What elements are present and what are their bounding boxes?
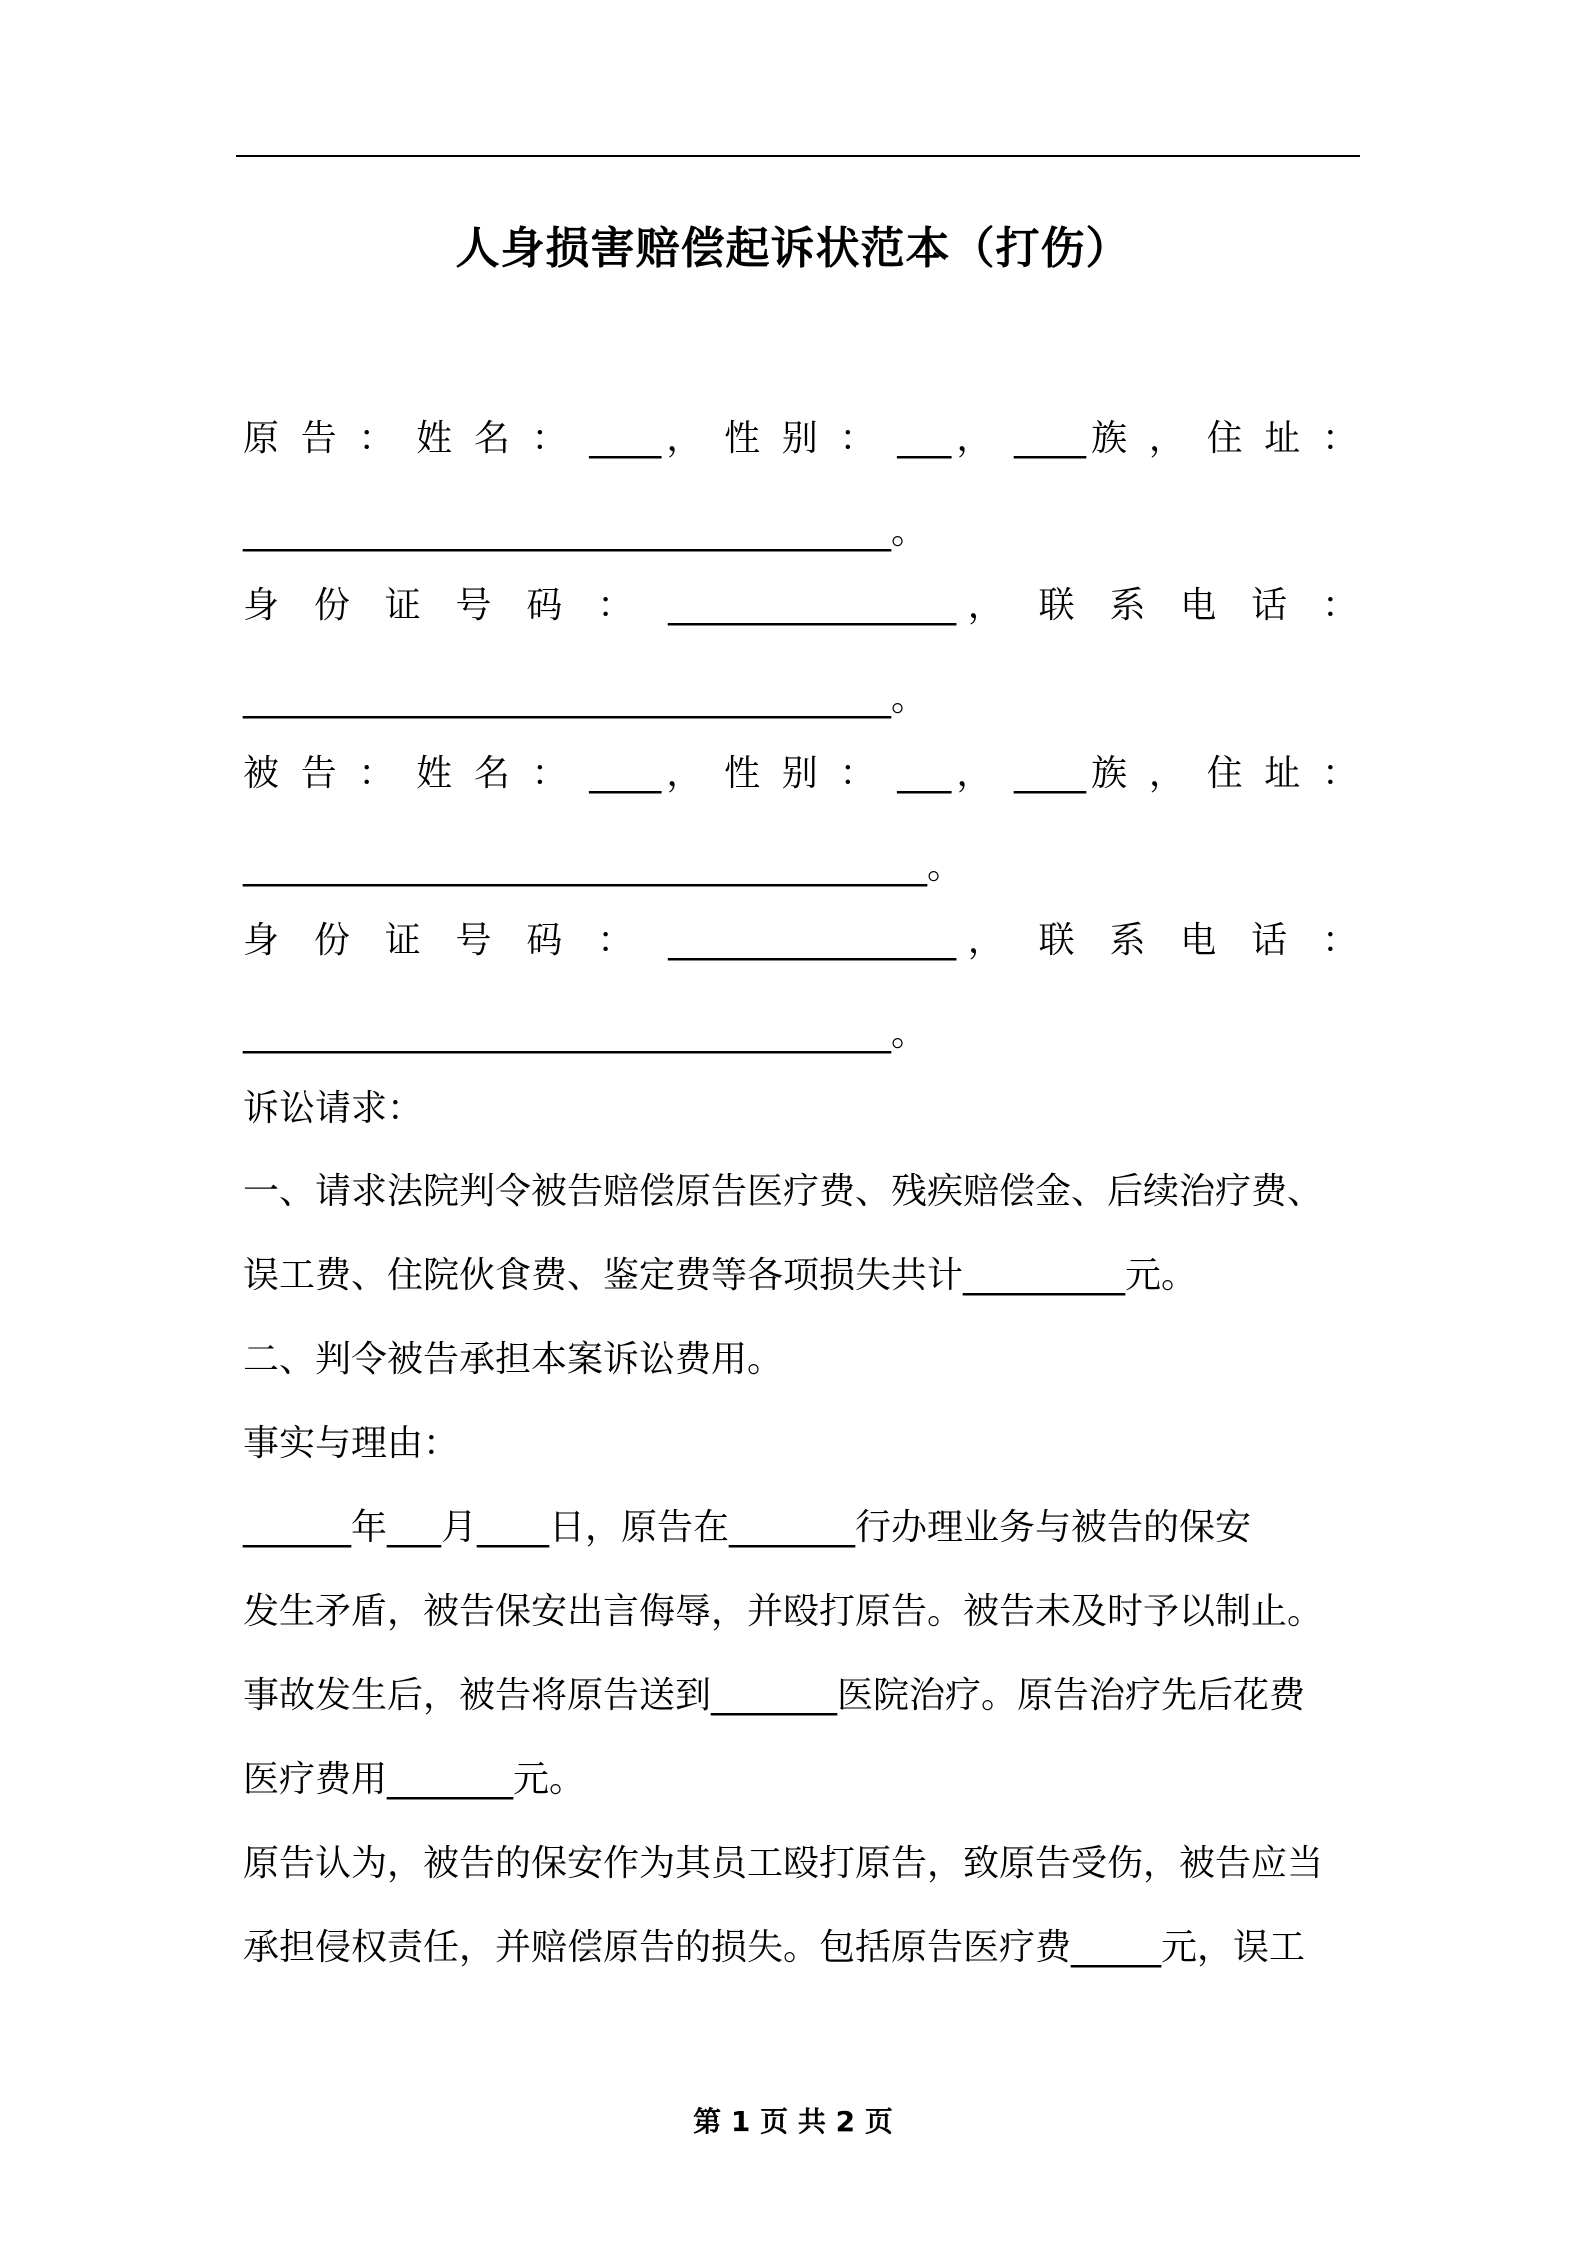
page-number: 第 1 页 共 2 页 bbox=[693, 2105, 893, 2138]
defendant-id-line: 身 份 证 号 码 ： ________________， 联 系 电 话 ： bbox=[243, 920, 1358, 961]
reason-line-1: 原告认为，被告的保安作为其员工殴打原告，致原告受伤，被告应当 bbox=[243, 1843, 1324, 1884]
facts-line-4: 医疗费用_______元。 bbox=[243, 1759, 586, 1800]
document-title: 人身损害赔偿起诉状范本（打伤） bbox=[455, 223, 1131, 274]
claim-1-line-1: 一、请求法院判令被告赔偿原告医疗费、残疾赔偿金、后续治疗费、 bbox=[243, 1171, 1324, 1212]
defendant-phone-line: ____________________________________。 bbox=[243, 1013, 927, 1054]
claim-1-line-2: 误工费、住院伙食费、鉴定费等各项损失共计_________元。 bbox=[243, 1255, 1198, 1296]
claim-2: 二、判令被告承担本案诉讼费用。 bbox=[243, 1339, 784, 1380]
facts-line-2: 发生矛盾，被告保安出言侮辱，并殴打原告。被告未及时予以制止。 bbox=[243, 1591, 1324, 1632]
plaintiff-name-line: 原 告 ： 姓 名 ： ____， 性 别 ： ___， ____族 ， 住 址 ： bbox=[243, 418, 1358, 459]
reason-line-2: 承担侵权责任，并赔偿原告的损失。包括原告医疗费_____元，误工 bbox=[243, 1927, 1306, 1968]
facts-line-1: ______年___月____日，原告在_______行办理业务与被告的保安 bbox=[243, 1507, 1252, 1548]
plaintiff-address-line: ____________________________________。 bbox=[243, 511, 927, 552]
claims-heading: 诉讼请求： bbox=[243, 1088, 424, 1129]
facts-heading: 事实与理由： bbox=[243, 1423, 460, 1464]
plaintiff-phone-line: ____________________________________。 bbox=[243, 678, 927, 719]
plaintiff-id-line: 身 份 证 号 码 ： ________________， 联 系 电 话 ： bbox=[243, 585, 1358, 626]
defendant-name-line: 被 告 ： 姓 名 ： ____， 性 别 ： ___， ____族 ， 住 址 ： bbox=[243, 753, 1358, 794]
header-rule bbox=[236, 155, 1360, 157]
defendant-address-line: ______________________________________。 bbox=[243, 846, 963, 887]
facts-line-3: 事故发生后，被告将原告送到_______医院治疗。原告治疗先后花费 bbox=[243, 1675, 1306, 1716]
